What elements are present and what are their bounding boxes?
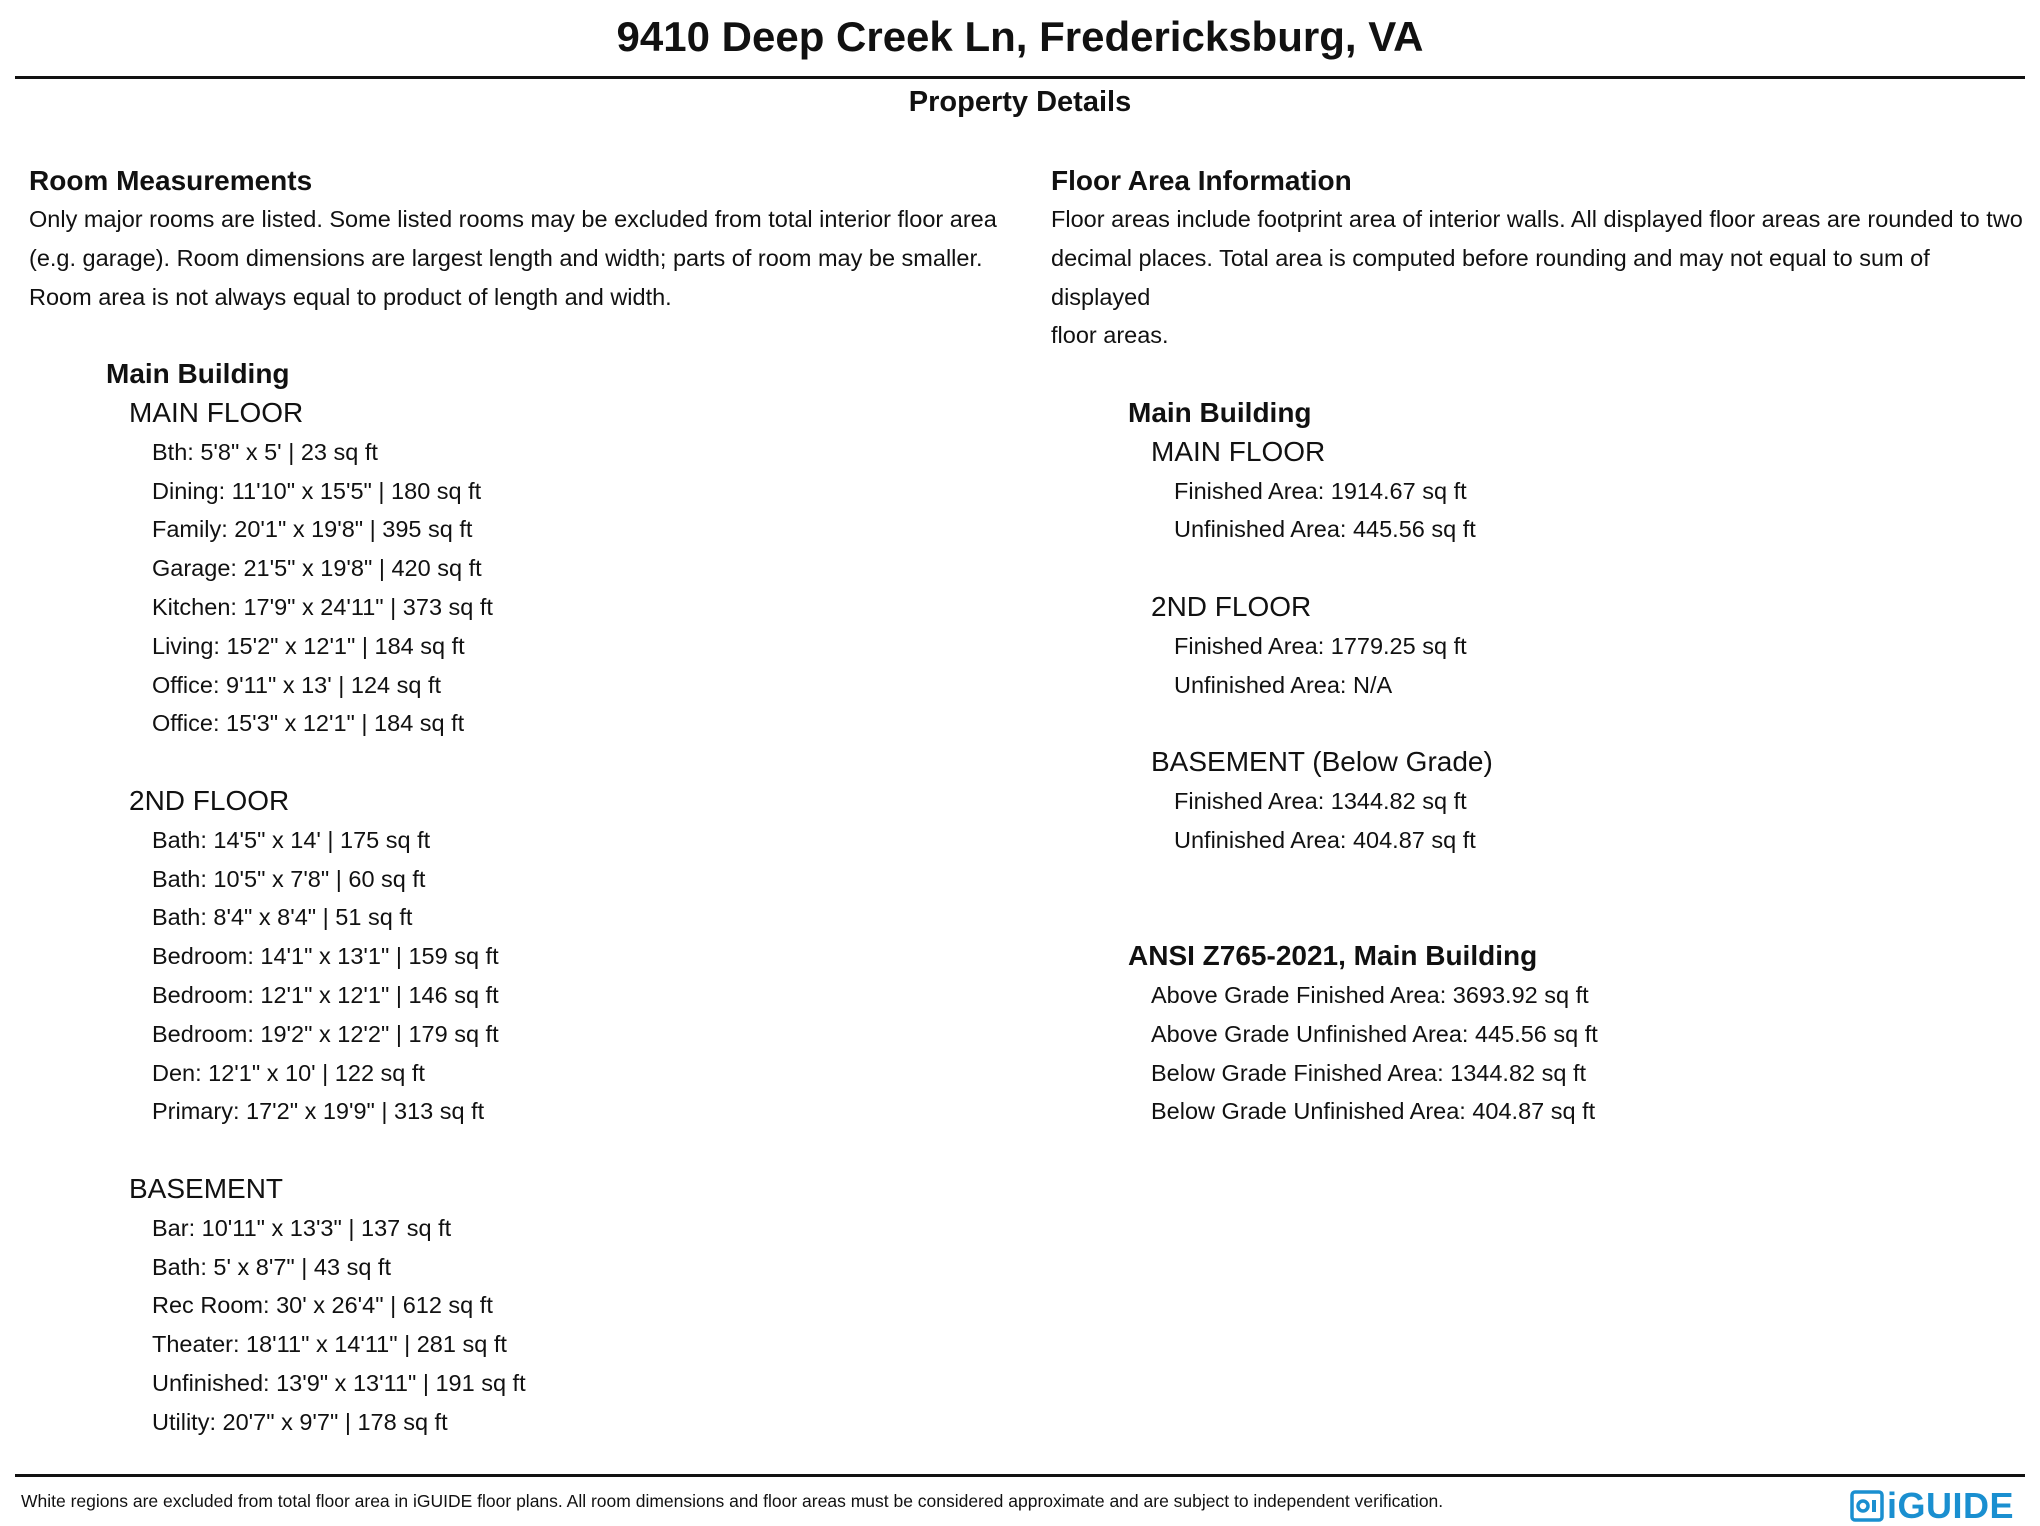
- area-floor-main: [1151, 433, 2031, 549]
- room-entry: Primary: 17'2" x 19'9" | 313 sq ft: [152, 1098, 485, 1125]
- floor-area-heading: Floor Area Information: [1051, 165, 1352, 196]
- room-entry: Den: 12'1" x 10' | 122 sq ft: [152, 1059, 425, 1086]
- area-entry: Unfinished Area: 445.56 sq ft: [1174, 516, 1476, 543]
- room-building-block: [106, 355, 1009, 1441]
- building-title: Main Building: [1128, 396, 1312, 428]
- ansi-entry: Above Grade Unfinished Area: 445.56 sq ft: [1151, 1020, 1598, 1047]
- room-entry: Bath: 5' x 8'7" | 43 sq ft: [152, 1253, 391, 1280]
- floor-main: [129, 394, 1009, 743]
- area-entry: Finished Area: 1344.82 sq ft: [1174, 787, 1467, 814]
- room-entry: Office: 15'3" x 12'1" | 184 sq ft: [152, 710, 465, 737]
- description-line: decimal places. Total area is computed before rounding and may not equal to sum of displayed: [1051, 244, 1930, 310]
- room-entry: Garage: 21'5" x 19'8" | 420 sq ft: [152, 555, 482, 582]
- building-title: Main Building: [106, 358, 290, 390]
- iguide-logo-text: iGUIDE: [1886, 1485, 2014, 1526]
- room-entry: Bedroom: 12'1" x 12'1" | 146 sq ft: [152, 981, 499, 1008]
- description-line: floor areas.: [1051, 322, 1169, 349]
- area-floor-basement: [1151, 743, 2031, 859]
- iguide-logo-icon: [1850, 1489, 1884, 1523]
- area-entry: Unfinished Area: N/A: [1174, 671, 1393, 698]
- floor-area-section: [1051, 162, 2031, 1131]
- page-title: 9410 Deep Creek Ln, Fredericksburg, VA: [616, 13, 1424, 60]
- room-entry: Bath: 14'5" x 14' | 175 sq ft: [152, 826, 431, 853]
- floor-title: MAIN FLOOR: [1151, 435, 1326, 467]
- room-entry: Utility: 20'7" x 9'7" | 178 sq ft: [152, 1408, 448, 1435]
- ansi-entry: Below Grade Unfinished Area: 404.87 sq ft: [1151, 1098, 1596, 1125]
- room-entry: Bth: 5'8" x 5' | 23 sq ft: [152, 438, 378, 465]
- floor-basement: [129, 1170, 1009, 1442]
- room-entry: Bedroom: 19'2" x 12'2" | 179 sq ft: [152, 1020, 499, 1047]
- room-entry: Living: 15'2" x 12'1" | 184 sq ft: [152, 632, 465, 659]
- description-line: (e.g. garage). Room dimensions are largest length and width; parts of room may be smaller.: [29, 244, 983, 271]
- room-entry: Office: 9'11" x 13' | 124 sq ft: [152, 671, 442, 698]
- room-measurements-heading: Room Measurements: [29, 165, 313, 196]
- floor-second: [129, 782, 1009, 1131]
- room-entry: Unfinished: 13'9" x 13'11" | 191 sq ft: [152, 1369, 526, 1396]
- room-entry: Bath: 8'4" x 8'4" | 51 sq ft: [152, 904, 413, 931]
- room-entry: Family: 20'1" x 19'8" | 395 sq ft: [152, 516, 473, 543]
- floor-title: 2ND FLOOR: [129, 784, 290, 816]
- floor-title: BASEMENT (Below Grade): [1151, 746, 1493, 778]
- room-measurements-description: [29, 200, 1009, 316]
- page-subtitle: Property Details: [908, 86, 1132, 118]
- floor-title: MAIN FLOOR: [129, 396, 304, 428]
- room-measurements-section: [29, 162, 1009, 1442]
- footer-disclaimer: White regions are excluded from total floor area in iGUIDE floor plans. All room dimensions and floor areas must be considered approximate and are subject to independent verification.: [21, 1491, 1444, 1511]
- room-entry: Theater: 18'11" x 14'11" | 281 sq ft: [152, 1331, 507, 1358]
- ansi-entry: Above Grade Finished Area: 3693.92 sq ft: [1151, 981, 1589, 1008]
- floor-title: BASEMENT: [129, 1172, 284, 1204]
- ansi-title: ANSI Z765-2021, Main Building: [1128, 940, 1538, 972]
- room-entry: Bath: 10'5" x 7'8" | 60 sq ft: [152, 865, 426, 892]
- area-floor-second: [1151, 588, 2031, 704]
- ansi-block: [1151, 976, 2031, 1131]
- floor-title: 2ND FLOOR: [1151, 590, 1312, 622]
- room-entry: Bedroom: 14'1" x 13'1" | 159 sq ft: [152, 943, 499, 970]
- area-building-block: [1128, 394, 2031, 1131]
- room-entry: Kitchen: 17'9" x 24'11" | 373 sq ft: [152, 593, 493, 620]
- area-entry: Unfinished Area: 404.87 sq ft: [1174, 826, 1476, 853]
- iguide-logo: [1850, 1486, 2014, 1526]
- room-entry: Bar: 10'11" x 13'3" | 137 sq ft: [152, 1214, 452, 1241]
- room-entry: Dining: 11'10" x 15'5" | 180 sq ft: [152, 477, 482, 504]
- area-entry: Finished Area: 1914.67 sq ft: [1174, 477, 1467, 504]
- description-line: Only major rooms are listed. Some listed rooms may be excluded from total interior floor area: [29, 206, 997, 232]
- floor-area-description: [1051, 200, 2031, 355]
- description-line: Room area is not always equal to product of length and width.: [29, 283, 672, 310]
- title-divider: [15, 76, 2025, 79]
- area-entry: Finished Area: 1779.25 sq ft: [1174, 632, 1467, 659]
- description-line: Floor areas include footprint area of interior walls. All displayed floor areas are rounded to two: [1051, 206, 2023, 232]
- ansi-entry: Below Grade Finished Area: 1344.82 sq ft: [1151, 1059, 1587, 1086]
- footer-divider: [15, 1474, 2025, 1477]
- room-entry: Rec Room: 30' x 26'4" | 612 sq ft: [152, 1292, 493, 1319]
